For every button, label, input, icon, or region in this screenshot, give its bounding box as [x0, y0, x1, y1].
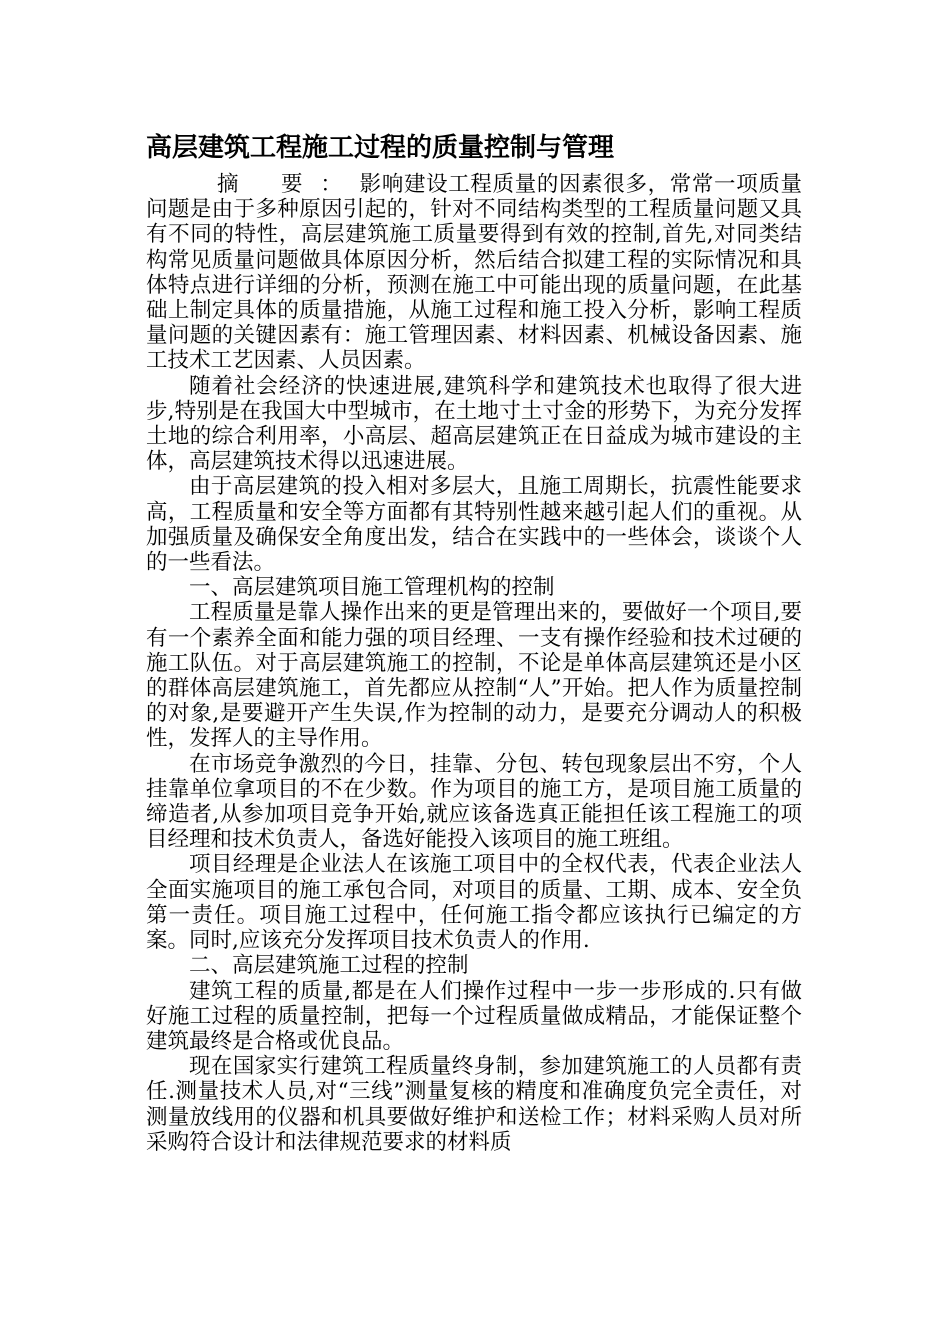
- body-paragraph: 现在国家实行建筑工程质量终身制，参加建筑施工的人员都有责任.测量技术人员,对“三线”测量复核的精度和准确度负完全责任，对测量放线用的仪器和机具要做好维护和送检工作；材料采购人员对所采购符合设计和法律规范要求的材料质: [146, 1054, 802, 1155]
- abstract-label: 摘 要：: [216, 172, 360, 197]
- document-title: 高层建筑工程施工过程的质量控制与管理: [146, 133, 615, 163]
- body-paragraph: 建筑工程的质量,都是在人们操作过程中一步一步形成的.只有做好施工过程的质量控制，把每一个过程质量做成精品，才能保证整个建筑最终是合格或优良品。: [146, 978, 802, 1054]
- abstract-paragraph: [146, 172, 802, 374]
- body-paragraph: 由于高层建筑的投入相对多层大，且施工周期长，抗震性能要求高，工程质量和安全等方面都有其特别性越来越引起人们的重视。从加强质量及确保安全角度出发，结合在实践中的一些体会，谈谈个人的一些看法。: [146, 474, 802, 576]
- body-paragraph: 工程质量是靠人操作出来的更是管理出来的，要做好一个项目,要有一个素养全面和能力强的项目经理、一支有操作经验和技术过硬的施工队伍。对于高层建筑施工的控制，不论是单体高层建筑还是小区的群体高层建筑施工，首先都应从控制“人”开始。把人作为质量控制的对象,是要避开产生失误,作为控制的动力，是要充分调动人的积极性，发挥人的主导作用。: [146, 600, 802, 752]
- body-paragraph: 项目经理是企业法人在该施工项目中的全权代表，代表企业法人全面实施项目的施工承包合同，对项目的质量、工期、成本、安全负第一责任。项目施工过程中，任何施工指令都应该执行已编定的方案。同时,应该充分发挥项目技术负责人的作用.: [146, 852, 802, 954]
- body-paragraph: 在市场竞争激烈的今日，挂靠、分包、转包现象层出不穷，个人挂靠单位拿项目的不在少数。作为项目的施工方，是项目施工质量的缔造者,从参加项目竞争开始,就应该备选真正能担任该工程施工的项目经理和技术负责人，备选好能投入该项目的施工班组。: [146, 751, 802, 853]
- section-heading: 一、高层建筑项目施工管理机构的控制: [189, 575, 555, 601]
- document-page: [146, 128, 802, 1155]
- section-heading: 二、高层建筑施工过程的控制: [189, 953, 469, 979]
- body-paragraph: 随着社会经济的快速进展,建筑科学和建筑技术也取得了很大进步,特别是在我国大中型城市，在土地寸土寸金的形势下，为充分发挥土地的综合利用率，小高层、超高层建筑正在日益成为城市建设的主体，高层建筑技术得以迅速进展。: [146, 373, 802, 475]
- abstract-text: 影响建设工程质量的因素很多，常常一项质量问题是由于多种原因引起的，针对不同结构类型的工程质量问题又具有不同的特性，高层建筑施工质量要得到有效的控制,首先,对同类结构常见质量问题做具体原因分析，然后结合拟建工程的实际情况和具体特点进行详细的分析，预测在施工中可能出现的质量问题，在此基础上制定具体的质量措施，从施工过程和施工投入分析，影响工程质量问题的关键因素有：施工管理因素、材料因素、机械设备因素、施工技术工艺因素、人员因素。: [146, 172, 802, 374]
